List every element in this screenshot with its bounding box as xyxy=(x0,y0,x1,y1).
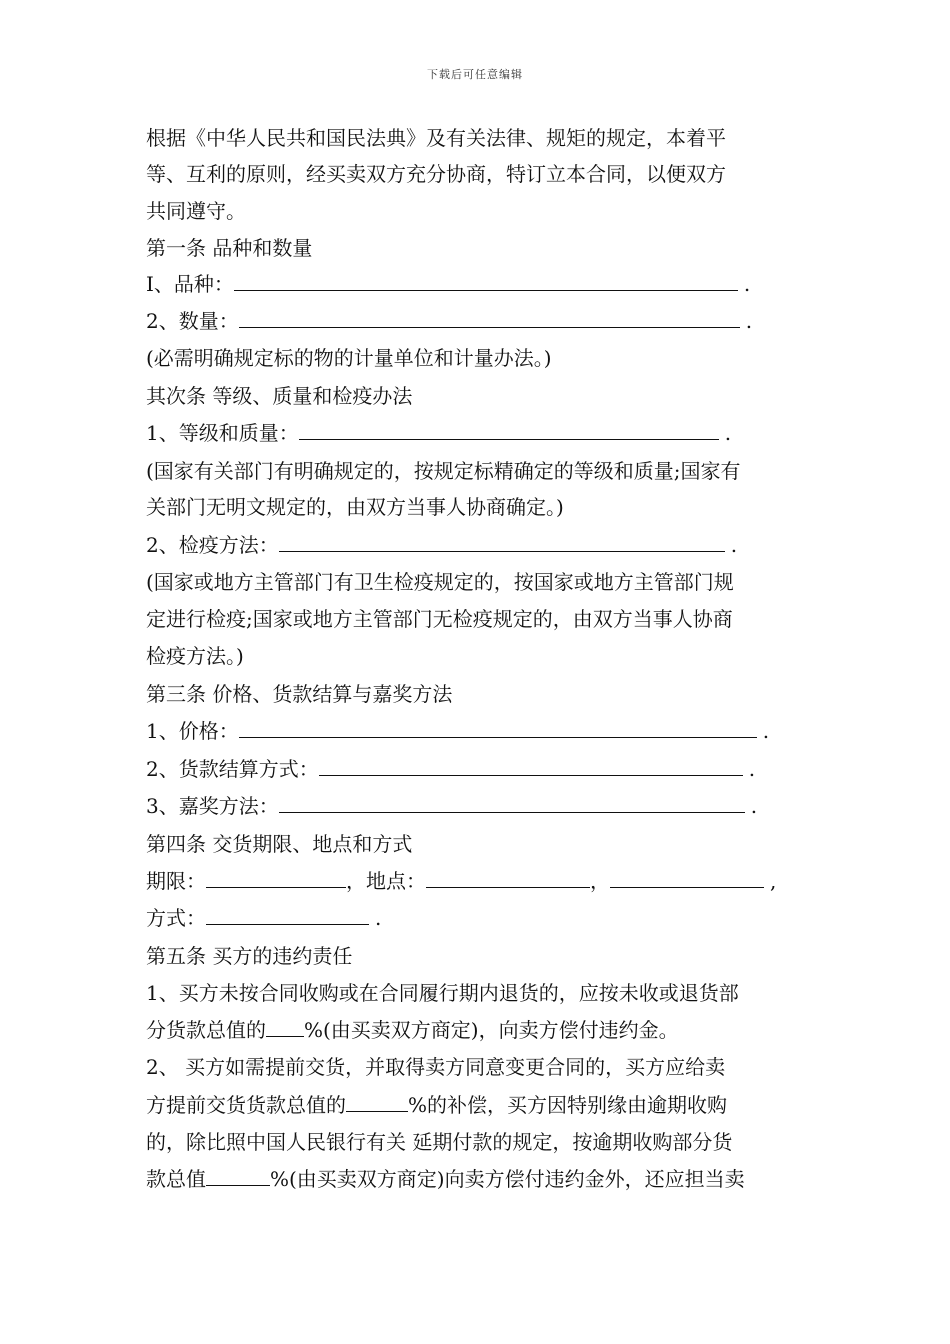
period: . xyxy=(743,272,751,296)
period: . xyxy=(375,906,382,930)
grade-quality-blank xyxy=(299,421,719,440)
article-5-title: 第五条 买方的违约责任 xyxy=(146,944,353,968)
item-label: 3、嘉奖方法： xyxy=(146,794,279,818)
article-4-line-1 xyxy=(146,869,776,893)
article-5-item-2-line-3: 的，除比照中国人民银行有关 延期付款的规定，按逾期收购部分货 xyxy=(146,1130,733,1154)
article-3-item-3 xyxy=(146,794,757,818)
text-part: %(由买卖双方商定)，向卖方偿付违约金。 xyxy=(304,1018,679,1042)
item-label: I、品种： xyxy=(146,272,234,296)
quarantine-blank xyxy=(279,533,725,552)
article-3-item-2 xyxy=(146,757,755,781)
place-blank xyxy=(426,869,590,888)
period: . xyxy=(748,757,756,781)
item-label: 1、价格： xyxy=(146,719,239,743)
article-2-title: 其次条 等级、质量和检疫办法 xyxy=(146,384,413,408)
article-5-item-2-line-1: 2、 买方如需提前交货，并取得卖方同意变更合同的，买方应给卖 xyxy=(146,1055,726,1079)
price-blank xyxy=(239,719,757,738)
text-part: %的补偿，买方因特别缘由逾期收购 xyxy=(408,1093,728,1117)
article-2-note-1-line-1: (国家有关部门有明确规定的，按规定标精确定的等级和质量;国家有 xyxy=(146,459,741,483)
article-5-item-1-line-2 xyxy=(146,1018,679,1042)
item-label: 2、货款结算方式： xyxy=(146,757,319,781)
article-3-item-1 xyxy=(146,719,769,743)
overdue-percent-blank xyxy=(206,1167,270,1186)
article-3-title: 第三条 价格、货款结算与嘉奖方法 xyxy=(146,682,453,706)
article-5-item-2-line-4 xyxy=(146,1167,745,1191)
period: . xyxy=(730,533,738,557)
article-2-note-2-line-2: 定进行检疫;国家或地方主管部门无检疫规定的，由双方当事人协商 xyxy=(146,607,733,631)
text-part: 分货款总值的 xyxy=(146,1018,266,1042)
place-label: ，地点： xyxy=(346,869,426,893)
penalty-percent-blank xyxy=(266,1018,304,1037)
intro-line-2: 等、互利的原则，经买卖双方充分协商，特订立本合同，以便双方 xyxy=(146,162,726,186)
period-blank xyxy=(206,869,346,888)
text-part: %(由买卖双方商定)向卖方偿付违约金外，还应担当卖 xyxy=(270,1167,745,1191)
place-blank-2 xyxy=(610,869,764,888)
method-blank xyxy=(206,906,369,925)
intro-line-1: 根据《中华人民共和国民法典》及有关法律、规矩的规定，本着平 xyxy=(146,126,726,150)
period-label: 期限： xyxy=(146,869,206,893)
reward-blank xyxy=(279,794,745,813)
quantity-blank xyxy=(239,309,740,328)
article-1-item-2 xyxy=(146,309,752,333)
article-4-line-2 xyxy=(146,906,381,930)
period: . xyxy=(750,794,758,818)
period: . xyxy=(745,309,753,333)
period: . xyxy=(724,421,732,445)
article-5-item-1-line-1: 1、买方未按合同收购或在合同履行期内退货的，应按未收或退货部 xyxy=(146,981,739,1005)
comma: ， xyxy=(590,869,610,893)
item-label: 2、检疫方法： xyxy=(146,533,279,557)
article-2-note-2-line-1: (国家或地方主管部门有卫生检疫规定的，按国家或地方主管部门规 xyxy=(146,570,734,594)
article-2-item-2 xyxy=(146,533,737,557)
settlement-blank xyxy=(319,757,743,776)
article-2-note-1-line-2: 关部门无明文规定的，由双方当事人协商确定。) xyxy=(146,495,564,519)
article-2-item-1 xyxy=(146,421,731,445)
text-part: 方提前交货货款总值的 xyxy=(146,1093,346,1117)
intro-line-3: 共同遵守。 xyxy=(146,199,246,223)
article-4-title: 第四条 交货期限、地点和方式 xyxy=(146,832,413,856)
comma: , xyxy=(770,869,777,893)
article-2-note-2-line-3: 检疫方法。) xyxy=(146,644,244,668)
method-label: 方式： xyxy=(146,906,206,930)
variety-blank xyxy=(234,272,738,291)
period: . xyxy=(762,719,770,743)
article-1-item-1 xyxy=(146,272,750,296)
item-label: 1、等级和质量： xyxy=(146,421,299,445)
article-5-item-2-line-2 xyxy=(146,1093,727,1117)
text-part: 款总值 xyxy=(146,1167,206,1191)
item-label: 2、数量： xyxy=(146,309,239,333)
article-1-title: 第一条 品种和数量 xyxy=(146,236,313,260)
article-1-note: (必需明确规定标的物的计量单位和计量办法。) xyxy=(146,346,552,370)
page-header: 下载后可任意编辑 xyxy=(427,68,523,81)
compensation-percent-blank xyxy=(346,1093,408,1112)
